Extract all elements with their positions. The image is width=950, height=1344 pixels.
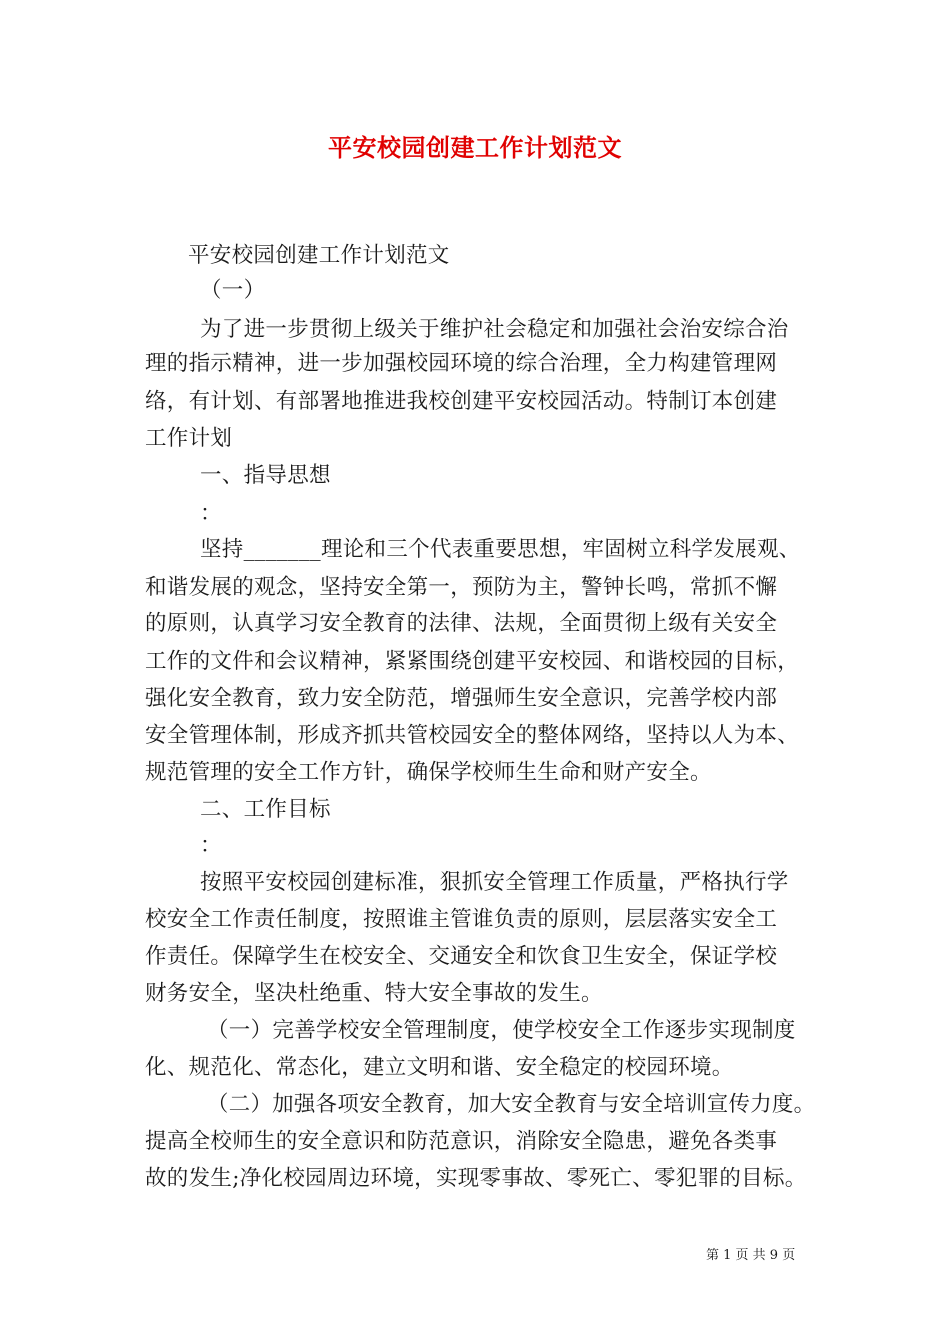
colon-line: ： [200,501,222,526]
paragraph-line: 理的指示精神，进一步加强校园环境的综合治理，全力构建管理网 [145,351,778,376]
paragraph-line: 的原则，认真学习安全教育的法律、法规，全面贯彻上级有关安全 [145,611,778,636]
paragraph-line: 故的发生;净化校园周边环境，实现零事故、零死亡、零犯罪的目标。 [145,1166,807,1191]
paragraph-line: 络，有计划、有部署地推进我校创建平安校园活动。特制订本创建 [145,389,778,414]
section-number-line: （一） [200,278,266,303]
paragraph-line: 按照平安校园创建标准，狠抓安全管理工作质量，严格执行学 [200,870,789,895]
heading-guiding-thought: 一、指导思想 [200,463,331,488]
heading-work-goals: 二、工作目标 [200,797,331,822]
paragraph-line: 财务安全，坚决杜绝重、特大安全事故的发生。 [145,981,603,1006]
document-title: 平安校园创建工作计划范文 [328,133,622,162]
paragraph-line: 安全管理体制，形成齐抓共管校园安全的整体网络，坚持以人为本、 [145,723,800,748]
paragraph-line: 坚持_______理论和三个代表重要思想，牢固树立科学发展观、 [200,537,801,562]
paragraph-line: 和谐发展的观念，坚持安全第一，预防为主，警钟长鸣，常抓不懈 [145,575,778,600]
paragraph-line: 为了进一步贯彻上级关于维护社会稳定和加强社会治安综合治 [200,317,789,342]
paragraph-line: 校安全工作责任制度，按照谁主管谁负责的原则，层层落实安全工 [145,907,778,932]
paragraph-line: 作责任。保障学生在校安全、交通安全和饮食卫生安全，保证学校 [145,944,778,969]
paragraph-line: 工作计划 [145,426,233,451]
paragraph-line: 强化安全教育，致力安全防范，增强师生安全意识，完善学校内部 [145,686,778,711]
paragraph-line: 工作的文件和会议精神，紧紧围绕创建平安校园、和谐校园的目标， [145,649,800,674]
subtitle-line: 平安校园创建工作计划范文 [188,243,450,268]
paragraph-line: 化、规范化、常态化，建立文明和谐、安全稳定的校园环境。 [145,1055,734,1080]
colon-line: ： [200,833,222,858]
paragraph-line: 规范管理的安全工作方针，确保学校师生生命和财产安全。 [145,760,712,785]
paragraph-line: （一）完善学校安全管理制度，使学校安全工作逐步实现制度 [207,1018,796,1043]
page-number: 第 1 页 共 9 页 [706,1248,796,1263]
paragraph-line: （二）加强各项安全教育，加大安全教育与安全培训宣传力度。 [207,1092,816,1117]
paragraph-line: 提高全校师生的安全意识和防范意识，消除安全隐患，避免各类事 [145,1129,778,1154]
